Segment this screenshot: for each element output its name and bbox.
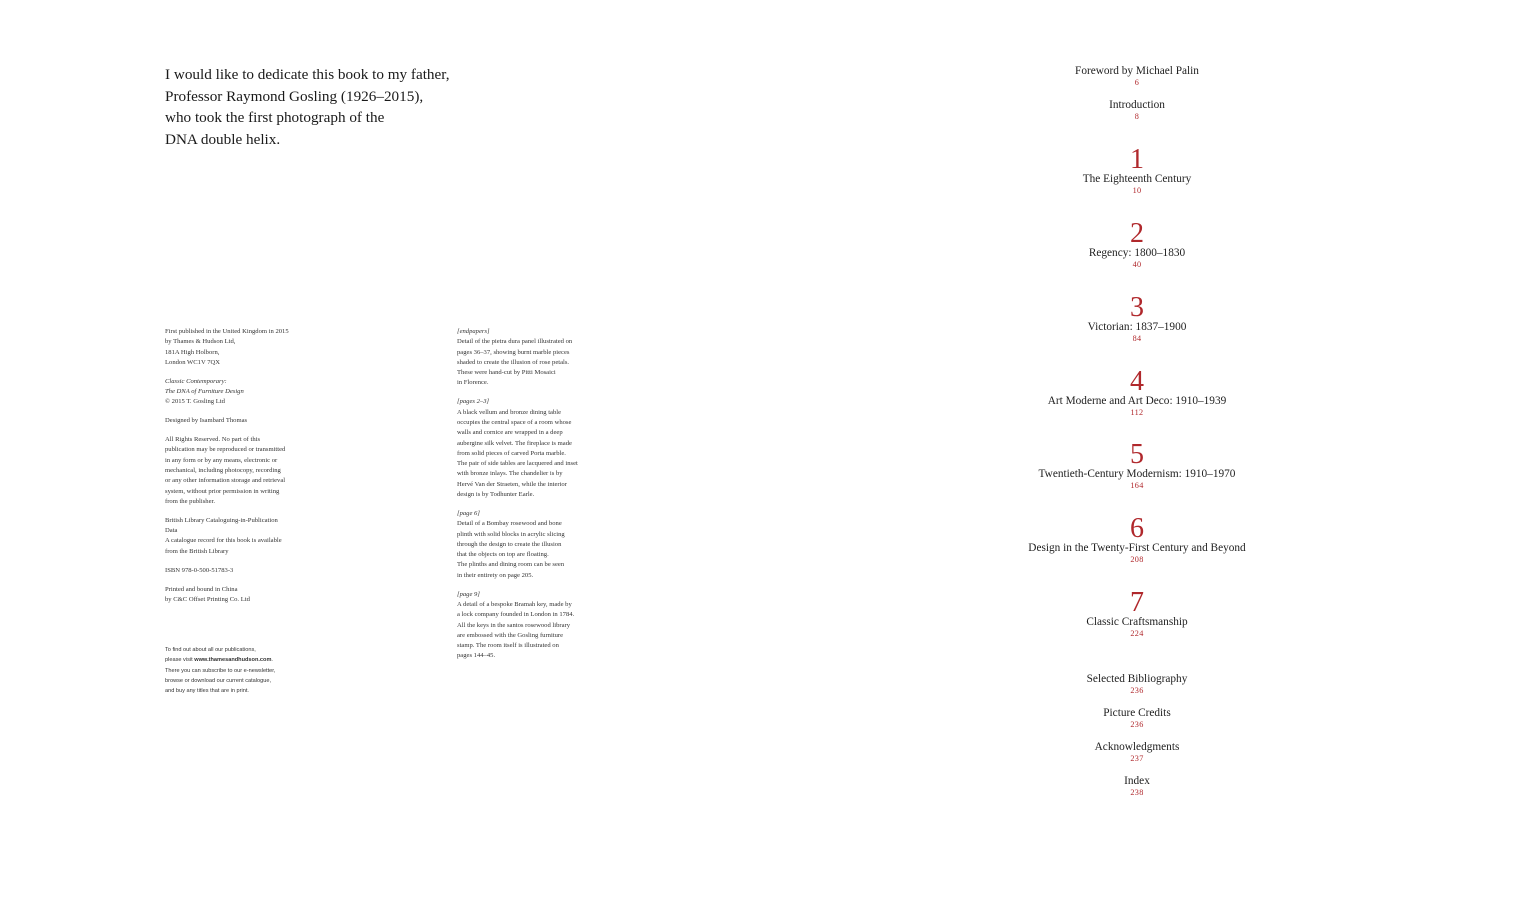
toc-chapter-number: 2 <box>1130 218 1144 249</box>
book-title-line: Classic Contemporary: <box>165 377 227 385</box>
caption-line: pages 36–37, showing burnt marble pieces <box>457 348 570 356</box>
caption-line: Detail of a Bombay rosewood and bone <box>457 520 562 528</box>
toc-chapter-number: 4 <box>1130 366 1144 397</box>
toc-title: Acknowledgments <box>1094 741 1180 753</box>
copyright-line: © 2015 T. Gosling Ltd <box>165 398 225 406</box>
caption-line: a lock company founded in London in 1784. <box>457 611 575 619</box>
rights-line: All Rights Reserved. No part of this <box>165 436 261 444</box>
toc-entry-chapter-6[interactable] <box>937 513 1337 564</box>
caption-line: A detail of a bespoke Bramah key, made by <box>457 600 572 608</box>
toc-title: Index <box>1124 775 1150 787</box>
toc-page-number: 6 <box>1134 78 1140 87</box>
toc-page-number: 237 <box>1130 754 1144 763</box>
toc-page-number: 10 <box>1132 186 1142 195</box>
caption-line: These were hand-cut by Pitti Mosaici <box>457 369 556 377</box>
toc-title: Foreword by Michael Palin <box>1075 65 1199 77</box>
toc-title: Design in the Twenty-First Century and Beyond <box>1028 542 1246 554</box>
imprint-line: 181A High Holborn, <box>165 348 220 356</box>
rights-line: system, without prior permission in writing <box>165 487 280 495</box>
caption-line: walls and cornice are wrapped in a deep <box>457 429 563 437</box>
caption-line: pages 144–45. <box>457 652 496 660</box>
toc-title: Regency: 1800–1830 <box>1088 247 1186 259</box>
toc-title: Twentieth-Century Modernism: 1910–1970 <box>1038 468 1236 480</box>
cip-line: Data <box>165 527 178 535</box>
caption-line: design is by Todhunter Earle. <box>457 491 535 499</box>
caption-line: The pair of side tables are lacquered and inset <box>457 460 578 468</box>
publisher-note-line: browse or download our current catalogue, <box>165 677 272 684</box>
cip-line: A catalogue record for this book is available <box>165 537 282 545</box>
toc-page-number: 40 <box>1132 260 1142 269</box>
dedication <box>165 64 495 150</box>
toc-entry-acknowledgments[interactable] <box>937 741 1337 763</box>
toc-title: The Eighteenth Century <box>1082 173 1192 185</box>
publisher-url-link[interactable]: www.thamesandhudson.com <box>194 657 272 664</box>
caption-page-6 <box>457 509 697 581</box>
toc-page-number: 112 <box>1130 408 1144 417</box>
designed-by-line: Designed by Isambard Thomas <box>165 417 248 425</box>
toc-page-number: 84 <box>1132 334 1142 343</box>
book-title-line: The DNA of Furniture Design <box>165 388 244 396</box>
caption-line: with bronze inlays. The chandelier is by <box>457 470 563 478</box>
designer-credit <box>165 416 395 426</box>
toc-entry-foreword[interactable] <box>937 65 1337 87</box>
caption-line: A black vellum and bronze dining table <box>457 408 562 416</box>
toc-page-number: 164 <box>1130 481 1144 490</box>
caption-line: All the keys in the santos rosewood library <box>457 621 570 629</box>
caption-line: plinth with solid blocks in acrylic slicing <box>457 530 565 538</box>
toc-page-number: 208 <box>1130 555 1144 564</box>
imprint-line: by Thames & Hudson Ltd, <box>165 338 236 346</box>
rights-line: from the publisher. <box>165 497 215 505</box>
publisher-note-prefix: please visit <box>165 657 195 664</box>
publisher-note-suffix: . <box>271 657 273 664</box>
caption-endpapers <box>457 327 697 389</box>
toc-title: Selected Bibliography <box>1086 673 1188 685</box>
printed-line: by C&C Offset Printing Co. Ltd <box>165 595 250 603</box>
toc-page-number: 238 <box>1130 788 1144 797</box>
imprint-block <box>165 327 395 605</box>
cip-data <box>165 516 395 557</box>
dedication-line: who took the first photograph of the <box>165 109 385 126</box>
toc-page-number: 8 <box>1134 112 1140 121</box>
toc-entry-chapter-4[interactable] <box>937 366 1337 417</box>
caption-line: in their entirety on page 205. <box>457 571 534 579</box>
caption-line: Detail of the pietra dura panel illustrated on <box>457 338 573 346</box>
caption-label: [page 9] <box>457 590 480 598</box>
printer-credit <box>165 585 395 606</box>
toc-entry-chapter-5[interactable] <box>937 439 1337 490</box>
cip-line: from the British Library <box>165 547 229 555</box>
caption-line: are embossed with the Gosling furniture <box>457 631 564 639</box>
caption-label: [page 6] <box>457 509 480 517</box>
isbn <box>165 566 395 576</box>
toc-chapter-number: 7 <box>1130 587 1144 618</box>
rights-line: publication may be reproduced or transmitted <box>165 446 286 454</box>
toc-entry-picture-credits[interactable] <box>937 707 1337 729</box>
caption-label: [pages 2–3] <box>457 398 490 406</box>
toc-page-number: 236 <box>1130 686 1144 695</box>
toc-title: Introduction <box>1109 99 1165 111</box>
caption-line: through the design to create the illusion <box>457 540 562 548</box>
publisher-note-line: To find out about all our publications, <box>165 647 256 653</box>
caption-label: [endpapers] <box>457 328 490 335</box>
table-of-contents <box>937 0 1337 900</box>
caption-page-9 <box>457 590 697 662</box>
toc-chapter-number: 6 <box>1130 513 1144 544</box>
imprint-line: First published in the United Kingdom in 2015 <box>165 328 289 335</box>
first-published <box>165 327 395 368</box>
caption-line: Hervé Van der Straeten, while the interior <box>457 480 567 488</box>
toc-entry-chapter-2[interactable] <box>937 218 1337 269</box>
rights-line: mechanical, including photocopy, recording <box>165 467 281 475</box>
cip-line: British Library Cataloguing-in-Publication <box>165 516 278 524</box>
caption-line: stamp. The room itself is illustrated on <box>457 642 559 650</box>
toc-title: Picture Credits <box>1103 707 1171 719</box>
toc-page-number: 236 <box>1130 720 1144 729</box>
captions-block <box>457 327 697 662</box>
toc-entry-introduction[interactable] <box>937 99 1337 121</box>
caption-line: shaded to create the illusion of rose petals. <box>457 358 570 366</box>
toc-title: Victorian: 1837–1900 <box>1087 321 1187 333</box>
book-title-copyright <box>165 377 395 408</box>
dedication-line: DNA double helix. <box>165 130 281 148</box>
toc-entry-chapter-3[interactable] <box>937 292 1337 343</box>
toc-entry-index[interactable] <box>937 775 1337 797</box>
dedication-line: Professor Raymond Gosling (1926–2015), <box>165 87 424 105</box>
caption-pages-2-3 <box>457 397 697 500</box>
toc-title: Art Moderne and Art Deco: 1910–1939 <box>1047 395 1227 407</box>
caption-line: that the objects on top are floating. <box>457 551 549 559</box>
toc-title: Classic Craftsmanship <box>1086 616 1188 628</box>
toc-chapter-number: 1 <box>1130 144 1144 175</box>
publisher-note-line: There you can subscribe to our e-newsletter, <box>165 667 276 674</box>
caption-line: aubergine silk velvet. The fireplace is made <box>457 439 572 447</box>
toc-entry-bibliography[interactable] <box>937 673 1337 695</box>
toc-page-number: 224 <box>1130 629 1144 638</box>
publisher-note-line: and buy any titles that are in print. <box>165 688 249 695</box>
rights-statement <box>165 435 395 507</box>
rights-line: in any form or by any means, electronic or <box>165 456 278 464</box>
dedication-line: I would like to dedicate this book to my father, <box>165 66 450 83</box>
toc-entry-chapter-7[interactable] <box>937 587 1337 638</box>
imprint-line: London WC1V 7QX <box>165 358 221 366</box>
isbn-line: ISBN 978-0-500-51783-3 <box>165 566 234 574</box>
publisher-note-line <box>165 655 395 665</box>
caption-line: from solid pieces of carved Porta marble. <box>457 449 566 457</box>
printed-line: Printed and bound in China <box>165 585 238 593</box>
publisher-note <box>165 645 395 696</box>
caption-line: occupies the central space of a room whose <box>457 418 572 426</box>
toc-entry-chapter-1[interactable] <box>937 144 1337 195</box>
toc-chapter-number: 5 <box>1130 439 1144 470</box>
rights-line: or any other information storage and retrieval <box>165 477 286 485</box>
caption-line: in Florence. <box>457 379 489 387</box>
toc-chapter-number: 3 <box>1130 292 1144 323</box>
caption-line: The plinths and dining room can be seen <box>457 561 565 569</box>
